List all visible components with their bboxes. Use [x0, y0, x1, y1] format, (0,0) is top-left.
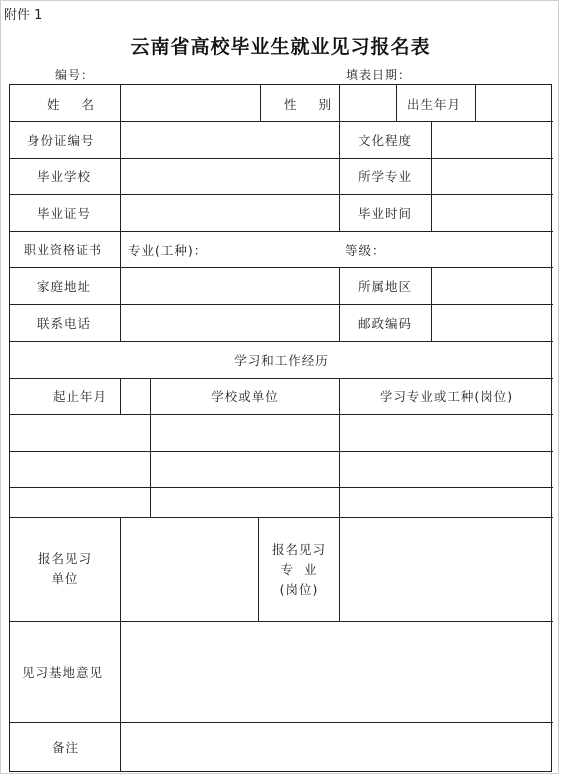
grad-time-label: 毕业时间 — [358, 206, 413, 221]
school-label: 毕业学校 — [37, 169, 92, 184]
certificate-label: 毕业证号 — [37, 206, 92, 221]
id-number-label: 身份证编号 — [27, 133, 95, 148]
col-major-post: 学习专业或工种(岗位) — [379, 389, 514, 404]
col-period: 起止年月 — [52, 389, 107, 404]
postcode-label: 邮政编码 — [358, 316, 413, 331]
apply-major-label: 报名见习 专 业 (岗位) — [271, 542, 326, 597]
qualification-label: 职业资格证书 — [24, 243, 103, 257]
apply-unit-label: 报名见习 单位 — [37, 551, 92, 586]
number-label: 编号： — [55, 68, 95, 82]
specialty-label: 专业(工种)： — [128, 243, 208, 258]
base-opinion-label: 见习基地意见 — [22, 665, 104, 680]
major-label: 所学专业 — [358, 169, 413, 184]
birth-label: 出生年月 — [407, 97, 462, 112]
name-label: 姓 名 — [47, 97, 103, 112]
registration-form-table — [9, 84, 552, 772]
address-label: 家庭地址 — [37, 279, 92, 294]
level-label: 等级： — [345, 243, 386, 258]
fill-date-label: 填表日期： — [346, 68, 412, 82]
region-label: 所属地区 — [358, 279, 413, 294]
remarks-label: 备注 — [52, 740, 80, 755]
gender-label: 性 别 — [284, 97, 340, 112]
history-heading: 学习和工作经历 — [234, 353, 329, 368]
phone-label: 联系电话 — [37, 316, 92, 331]
form-title: 云南省高校毕业生就业见习报名表 — [130, 36, 431, 58]
education-label: 文化程度 — [358, 133, 413, 148]
attachment-label: 附件 1 — [4, 8, 43, 23]
col-school-unit: 学校或单位 — [211, 389, 279, 404]
